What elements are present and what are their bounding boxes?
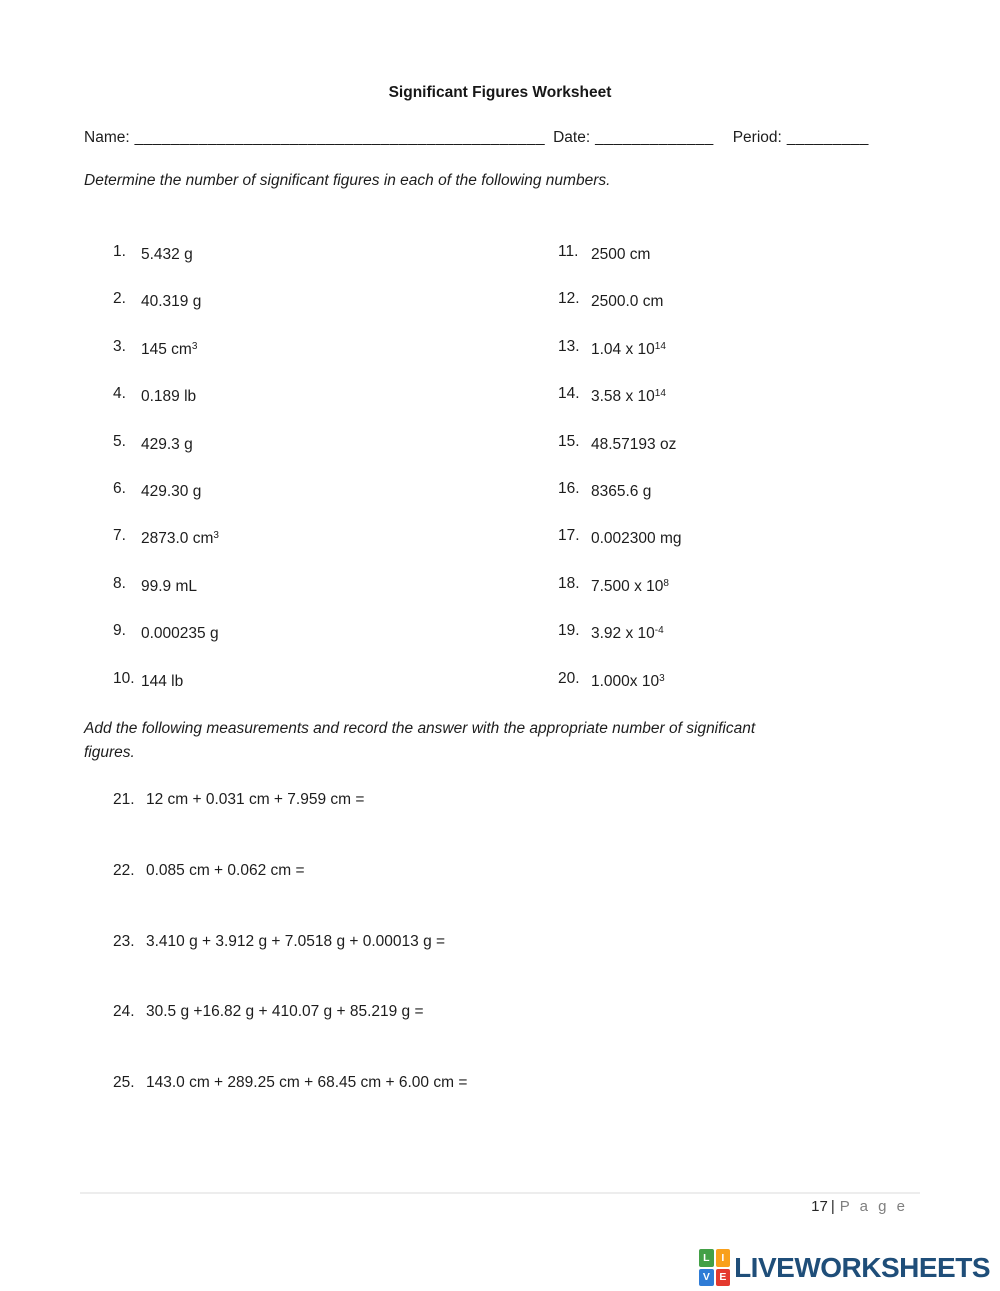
- item-text: 7.500 x $10^8$: [591, 577, 669, 595]
- problems-column-right: [558, 242, 944, 716]
- list-item: [558, 289, 944, 336]
- item-number: 3.: [113, 337, 126, 355]
- list-item: [113, 432, 558, 479]
- item-number: 17.: [558, 527, 580, 545]
- list-item: [113, 621, 558, 668]
- item-text: 0.189 lb: [141, 388, 197, 406]
- list-item: [558, 479, 944, 526]
- item-text: 3.92 x $10^{-4}$: [591, 625, 664, 643]
- date-label: Date:: [553, 129, 591, 146]
- item-text: 1.04 x $10^{14}$: [591, 340, 666, 358]
- list-item: [113, 1073, 940, 1144]
- item-number: 14.: [558, 385, 580, 403]
- item-number: 13.: [558, 337, 580, 355]
- logo-tile-e: E: [716, 1269, 731, 1287]
- list-item: [113, 1002, 940, 1073]
- item-text: 3.410 g + 3.912 g + 7.0518 g + 0.00013 g =: [146, 932, 446, 950]
- item-text: 0.002300 mg: [591, 530, 682, 548]
- item-number: 19.: [558, 622, 580, 640]
- item-text: 8365.6 g: [591, 482, 652, 500]
- list-item: [113, 574, 558, 621]
- list-item: [558, 574, 944, 621]
- name-blank-line: _____________________________________________: [134, 129, 546, 146]
- item-number: 23.: [113, 932, 135, 950]
- section2: [84, 717, 940, 1144]
- list-item: [558, 526, 944, 573]
- item-number: 8.: [113, 574, 126, 592]
- period-blank-line: _________: [786, 129, 869, 146]
- problems-column-left: [84, 242, 558, 716]
- list-item: [113, 669, 558, 716]
- item-text: 5.432 g: [141, 246, 193, 263]
- list-item: [113, 289, 558, 336]
- item-text: 99.9 mL: [141, 577, 198, 595]
- list-item: [558, 669, 944, 716]
- page-number-separator: |: [830, 1198, 835, 1215]
- logo-tile-l: L: [699, 1249, 714, 1267]
- item-text: 30.5 g +16.82 g + 410.07 g + 85.219 g =: [146, 1003, 424, 1021]
- page-number-footer: [811, 1198, 908, 1215]
- date-blank-line: _____________: [595, 129, 714, 146]
- liveworksheets-logo-icon: [699, 1249, 730, 1286]
- item-text: 0.085 cm + 0.062 cm =: [146, 861, 305, 879]
- list-item: [113, 932, 940, 1003]
- item-number: 7.: [113, 527, 126, 545]
- item-text: 429.30 g: [141, 482, 202, 500]
- item-number: 5.: [113, 432, 126, 450]
- liveworksheets-logo[interactable]: [699, 1249, 990, 1286]
- item-number: 16.: [558, 479, 580, 497]
- item-number: 21.: [113, 791, 135, 808]
- item-number: 4.: [113, 385, 126, 403]
- item-text: 144 lb: [141, 672, 184, 690]
- item-number: 1.: [113, 243, 126, 260]
- list-item: [558, 384, 944, 431]
- item-text: 1.000x $10^3$: [591, 672, 665, 690]
- item-number: 9.: [113, 622, 126, 640]
- period-label: Period:: [732, 129, 782, 146]
- item-text: 143.0 cm + 289.25 cm + 68.45 cm + 6.00 cm =: [146, 1074, 468, 1092]
- item-number: 20.: [558, 669, 580, 687]
- item-number: 11.: [558, 243, 579, 260]
- name-label: Name:: [84, 129, 130, 146]
- item-text: 0.000235 g: [141, 625, 219, 643]
- list-item: [113, 861, 940, 932]
- item-number: 18.: [558, 574, 580, 592]
- item-number: 12.: [558, 290, 580, 308]
- list-item: [113, 242, 558, 289]
- list-item: [113, 384, 558, 431]
- liveworksheets-wordmark: LIVEWORKSHEETS: [734, 1251, 990, 1283]
- item-number: 2.: [113, 290, 126, 308]
- item-text: 3.58 x $10^{14}$: [591, 388, 666, 406]
- section1-instruction: Determine the number of significant figures in each of the following numbers.: [84, 172, 611, 189]
- student-info-row: [84, 129, 940, 147]
- list-item: [558, 432, 944, 479]
- item-number: 22.: [113, 861, 135, 879]
- item-number: 24.: [113, 1003, 135, 1021]
- list-item: [558, 621, 944, 668]
- item-text: 429.3 g: [141, 435, 193, 453]
- problems-list: [84, 242, 944, 716]
- list-item: [113, 479, 558, 526]
- list-item: [558, 242, 944, 289]
- item-text: 48.57193 oz: [591, 435, 677, 453]
- section2-instruction: Add the following measurements and record the answer with the appropriate number of significant figures.: [84, 720, 756, 761]
- list-item: [113, 526, 558, 573]
- list-item: [558, 337, 944, 384]
- item-number: 15.: [558, 432, 580, 450]
- page-number: 17: [811, 1198, 828, 1215]
- addition-problems-list: [84, 790, 940, 1144]
- item-number: 25.: [113, 1074, 135, 1092]
- footer-divider: [80, 1192, 920, 1194]
- item-text: 12 cm + 0.031 cm + 7.959 cm =: [146, 791, 365, 808]
- list-item: [113, 790, 940, 861]
- logo-tile-i: I: [716, 1249, 731, 1267]
- list-item: [113, 337, 558, 384]
- item-number: 10.: [113, 669, 135, 687]
- item-text: 2500.0 cm: [591, 293, 664, 311]
- item-number: 6.: [113, 479, 126, 497]
- page-title: Significant Figures Worksheet: [388, 84, 612, 101]
- item-text: 2873.0 $cm^3$: [141, 530, 219, 548]
- item-text: 2500 cm: [591, 246, 651, 263]
- item-text: 40.319 g: [141, 293, 202, 311]
- page-word: P a g e: [839, 1198, 908, 1215]
- logo-tile-v: V: [699, 1269, 714, 1287]
- item-text: 145 $cm^3$: [141, 340, 198, 358]
